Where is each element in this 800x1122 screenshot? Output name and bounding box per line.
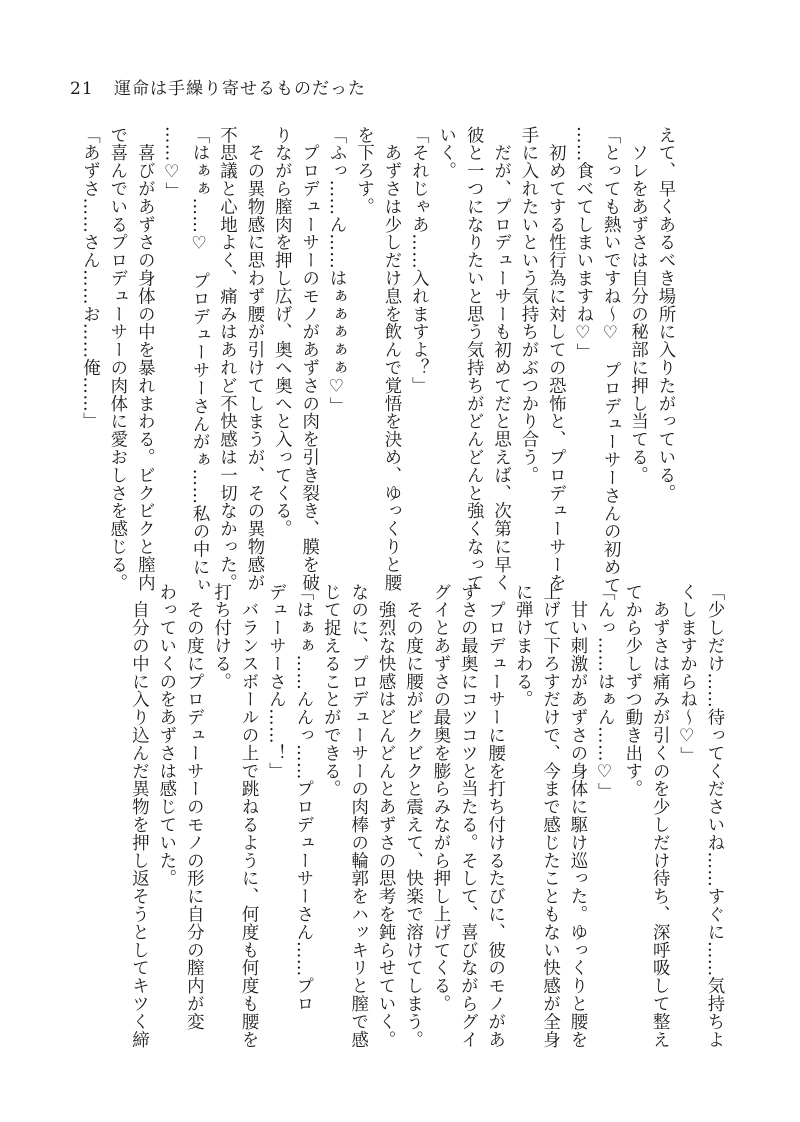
text-line: プロデューサーのモノがあずさの肉を引き裂き、膜を破 <box>298 126 319 592</box>
text-line: 「とっても熱いですね～♡ プロデューサーさんの初めて <box>600 126 621 594</box>
text-line: ……♡」 <box>161 126 182 201</box>
text-line: を下ろす。 <box>353 126 374 216</box>
text-line: デューサーさん……！」 <box>265 583 286 780</box>
text-line: その度にプロデューサーのモノの形に自分の膣内が変 <box>183 583 204 1031</box>
running-header <box>70 74 366 99</box>
text-line: 甘い刺激があずさの身体に駆け巡った。ゆっくりと腰を <box>566 583 587 1049</box>
text-line: くしますからね～♡」 <box>676 583 697 765</box>
text-line: バランスボールの上で跳ねるように、何度も何度も腰を <box>238 583 259 1049</box>
text-line: 「んっ……はぁん……♡」 <box>594 583 615 801</box>
text-line: 打ち付ける。 <box>210 583 231 691</box>
chapter-title: 運命は手繰り寄せるものだった <box>114 79 367 99</box>
text-line: その度に腰がビクビクと震えて、快楽で溶けてしまう。 <box>402 583 423 1049</box>
text-line: てから少しずつ動き出す。 <box>621 583 642 798</box>
text-line: 「あずさ……さん……お……俺……」 <box>79 126 100 431</box>
text-line: 喜びがあずさの身体の中を暴れまわる。ビクビクと膣内 <box>134 126 155 592</box>
text-line: だが、プロデューサーも初めてだと思えば、次第に早く <box>490 126 511 592</box>
lower-text-block <box>105 583 727 1049</box>
upper-text-block <box>79 126 678 594</box>
text-line: その異物感に思わず腰が引けてしまうが、その異物感が <box>243 126 264 592</box>
text-line: 強烈な快感はどんどんとあずさの思考を鈍らせていく。 <box>375 583 396 1049</box>
text-line: 手に入れたいという気持ちがぶつかり合う。 <box>517 126 538 484</box>
text-line: グイとあずさの最奥を膨らみながら押し上げてくる。 <box>429 583 450 1013</box>
text-line: ソレをあずさは自分の秘部に押し当てる。 <box>627 126 648 484</box>
text-line: プロデューサーに腰を打ち付けるたびに、彼のモノがあ <box>484 583 505 1049</box>
text-line: りながら膣肉を押し広げ、奥へ奥へと入ってくる。 <box>271 126 292 538</box>
text-line: あずさは少しだけ息を飲んで覚悟を決め、ゆっくりと腰 <box>380 126 401 592</box>
text-line: で喜んでいるプロデューサーの肉体に愛おしさを感じる。 <box>106 126 127 592</box>
text-line: わっていくのをあずさは感じていた。 <box>155 583 176 888</box>
text-line: いく。 <box>435 126 456 180</box>
text-line: 上げて下ろすだけで、今まで感じたこともない快感が全身 <box>539 583 560 1049</box>
text-line: 初めてする性行為に対しての恐怖と、プロデューサーを <box>545 126 566 592</box>
text-line: 不思議と心地よく、痛みはあれど不快感は一切なかった。 <box>216 126 237 592</box>
text-line: に弾けまわる。 <box>512 583 533 709</box>
text-line: 「はぁぁ……♡ プロデューサーさんがぁ……私の中にぃ <box>189 126 210 594</box>
text-line: 自分の中に入り込んだ異物を押し返そうとしてキツく締 <box>128 583 149 1049</box>
text-line: 「少しだけ……待ってくださいね……すぐに……気持ちよ <box>704 583 724 1049</box>
text-line: えて、早くあるべき場所に入りたがっている。 <box>655 126 675 502</box>
page-number: 21 <box>70 79 94 99</box>
text-line: 「はぁぁ……んんっ……プロデューサーさん……プロ <box>292 583 313 1013</box>
text-line: あずさは痛みが引くのを少しだけ待ち、深呼吸して整え <box>649 583 670 1049</box>
text-line: 「それじゃあ……入れますよ？」 <box>408 126 429 395</box>
text-line: 「ふっ……ん……はぁぁぁぁぁ♡」 <box>326 126 347 415</box>
text-line: 彼と一つになりたいと思う気持ちがどんどんと強くなって <box>463 126 484 592</box>
text-line: なのに、プロデューサーの肉棒の輪郭をハッキリと膣で感 <box>347 583 368 1049</box>
text-line: ……食べてしまいますね♡」 <box>572 126 593 362</box>
text-line: ずさの最奥にコツコツと当たる。そして、喜びながらグイ <box>457 583 478 1049</box>
text-line: じて捉えることができる。 <box>320 583 341 798</box>
